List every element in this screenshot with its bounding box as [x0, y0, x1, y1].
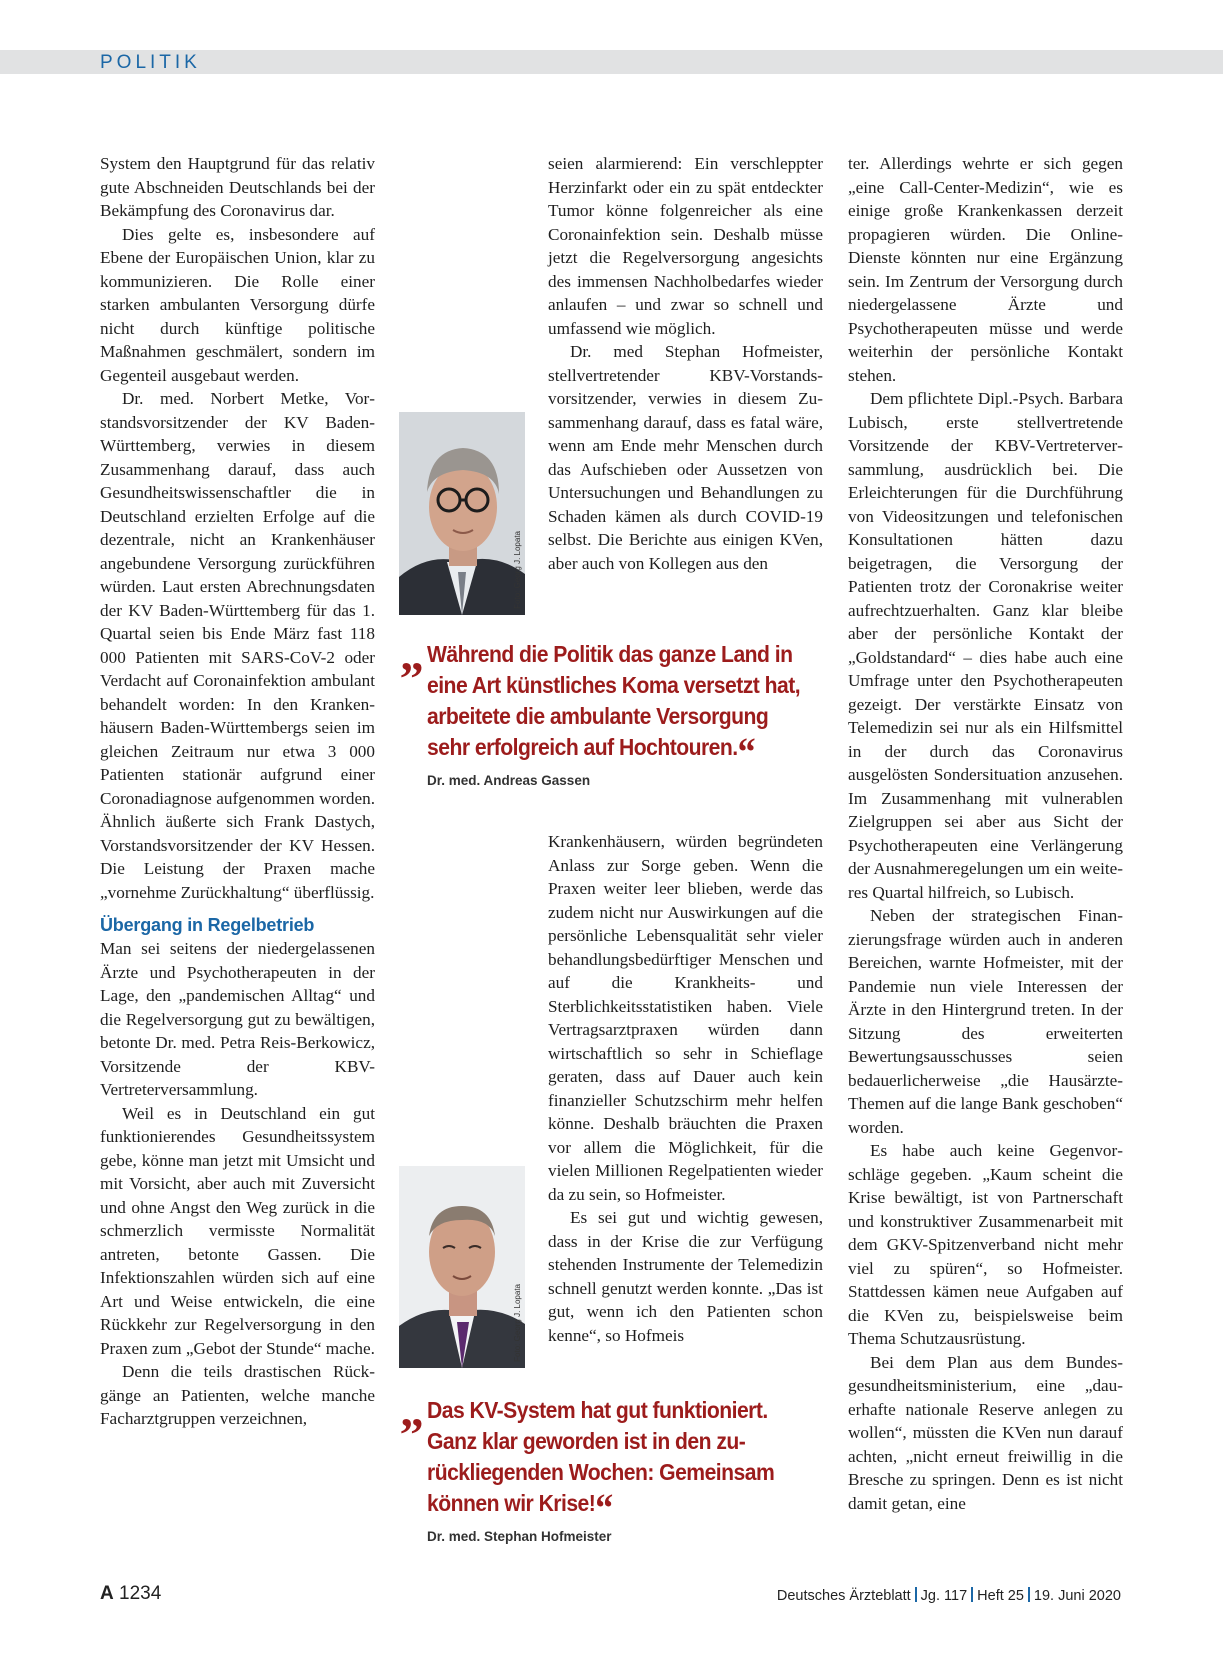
page-number-value: 1234 [119, 1583, 162, 1604]
photo-credit: Foto: Georg J. Lopata [513, 531, 522, 609]
page-number [100, 1583, 161, 1605]
portrait-illustration [399, 1166, 525, 1368]
page-prefix: A [100, 1583, 114, 1604]
paragraph: Dr. med. Norbert Metke, Vorstandsvorsitzender der KV Baden-Württemberg, verwies in diesem Zusammenhang darauf, dass auch Gesundheitswissenschaftler die in Deutschland erzielten Erfolge auf die dezentrale, nicht an Krankenhäuser angebundene Versorgung zurückführen würden. Laut ersten Abrechnungsdaten der KV Baden-Württemberg für das 1. Quartal seien bis Ende März fast 118 000 Patienten mit SARS-CoV-2 oder Verdacht auf Coronainfektion ambulant behandelt worden: In den Krankenhäusern Baden-Württembergs seien im gleichen Zeitraum nur etwa 3 000 Patienten stationär aufgrund einer Coronadiagnose aufgenommen worden. Ähnlich äußerte sich Frank Dastych, Vorstandsvorsitzender der KV Hessen. Die Leistung der Praxen mache „vornehme Zurückhaltung“ überflüssig. [100, 389, 375, 902]
paragraph: Dr. med Stephan Hofmeister, stellvertretender KBV-Vorstandsvorsitzender, verwies in diesem Zusammenhang darauf, dass es fatal wäre, wenn am Ende mehr Menschen durch das Aufschieben oder Aussetzen von Untersuchungen und Behandlungen zu Schaden kämen als durch COVID-19 selbst. Die Berichte aus einigen KVen, aber auch von Kollegen aus den [548, 342, 823, 573]
journal-footer [777, 1587, 1121, 1604]
paragraph: seien alarmierend: Ein verschleppter Herzinfarkt oder ein zu spät entdeckter Tumor könne folgenreicher als eine Coronainfektion sein. Deshalb müsse jetzt die Regelversorgung angesichts des immensen Nachholbedarfes wieder anlaufen – und zwar so schnell und umfassend wie möglich. [548, 154, 823, 338]
paragraph: Bei dem Plan aus dem Bundesgesundheitsministerium, eine „dauerhafte nationale Reserve anlegen zu wollen“, müssten die KVen nun darauf achten, „nicht erneut freiwillig in die Bresche zu springen. Denn es ist nicht damit getan, eine [848, 1352, 1123, 1513]
text-column-1 [100, 152, 375, 1431]
closing-quote-mark: “ [737, 729, 756, 774]
section-label: POLITIK [100, 52, 201, 73]
paragraph: Krankenhäusern, würden begründeten Anlass zur Sorge geben. Wenn die Praxen weiter leer blieben, werde das zudem nicht nur Auswirkungen auf die persönliche Lebensqualität sehr vieler behandlungsbedürftiger Menschen und auf die Krankheits- und Sterblichkeitsstatistiken haben. Viele Vertragsarztpraxen würden dann wirtschaftlich so sehr in Schieflage geraten, dass auf Dauer auch kein finanzieller Schutzschirm mehr helfen könne. Deshalb bräuchten die Praxen vor allem die Möglichkeit, für die vielen Millionen Regelpatienten wieder da zu sein, so Hofmeister. [548, 832, 823, 1204]
pull-quote-text [427, 1395, 810, 1530]
separator [915, 1587, 917, 1602]
pull-quote-2 [400, 1384, 830, 1544]
paragraph: Dem pflichtete Dipl.-Psych. Barbara Lubisch, erste stellvertretende Vorsitzende der KBV-Vertreterversammlung, ausdrücklich bei. Die Erleichterungen für die Durchführung von Videositzungen und telefonischen Konsultationen hätten dazu beigetragen, die Versorgung der Patienten trotz der Coronakrise weiter aufrechtzuerhalten. Ganz klar bleibe aber der persönliche Kontakt der „Goldstandard“ – dies habe auch eine Umfrage unter den Psychotherapeuten gezeigt. Der verstärkte Einsatz von Telemedizin sei nur als ein Hilfsmittel in der durch das Coronavirus ausgelösten Sondersituation anzusehen. Im Zusammenhang mit vulnerablen Zielgruppen sei aber aus Sicht der Psychotherapeuten eine Verlängerung der Ausnahmeregelungen um ein weiteres Quartal hilfreich, so Lubisch. [848, 389, 1123, 902]
paragraph: Denn die teils drastischen Rückgänge an Patienten, welche manche Facharztgruppen verzeichnen, [100, 1362, 375, 1428]
pull-quote-text [427, 639, 810, 774]
journal-issue: Heft 25 [977, 1588, 1024, 1604]
text-column-3 [848, 152, 1123, 1515]
paragraph: Dies gelte es, insbesondere auf Ebene der Europäischen Union, klar zu kommunizieren. Die Rolle einer starken ambulanten Versorgung dürfe nicht durch künftige politische Maßnahmen geschmälert, sondern im Gegenteil ausgebaut werden. [100, 224, 375, 385]
text-column-2-top [548, 152, 823, 575]
quote-body: Während die Politik das ganze Land in eine Art künstliches Koma versetzt hat, arbeitete die ambulante Versorgung sehr erfolgreich auf Hochtouren. [427, 641, 801, 760]
quote-author: Dr. med. Stephan Hofmeister [427, 1529, 612, 1544]
journal-volume: Jg. 117 [920, 1588, 968, 1604]
paragraph: System den Hauptgrund für das relativ gute Abschneiden Deutschlands bei der Bekämpfung des Coronavirus dar. [100, 154, 375, 220]
separator [971, 1587, 973, 1602]
text-column-2-bottom [548, 830, 823, 1347]
journal-name: Deutsches Ärzteblatt [776, 1588, 911, 1604]
subheading: Übergang in Regelbetrieb [100, 915, 315, 935]
portrait-illustration [399, 412, 525, 615]
portrait-photo-gassen [399, 412, 525, 615]
closing-quote-mark: “ [595, 1485, 613, 1530]
paragraph: ter. Allerdings wehrte er sich gegen „eine Call-Center-Medizin“, wie es einige große Krankenkassen derzeit propagieren würden. Die Online-Dienste könnten nur eine Ergänzung sein. Im Zentrum der Versorgung durch niedergelassene Ärzte und Psychotherapeuten müsse und werde weiterhin der persönliche Kontakt stehen. [848, 154, 1123, 385]
pull-quote-1 [400, 628, 830, 788]
portrait-photo-hofmeister [399, 1166, 525, 1368]
opening-quote-mark: „ [400, 628, 424, 681]
paragraph: Weil es in Deutschland ein gut funktionierendes Gesundheitssystem gebe, könne man jetzt mit Umsicht und mit Vorsicht, aber auch mit Zuversicht und ohne Angst den Weg zurück in die schmerzlich vermisste Normalität antreten, betonte Gassen. Die Infektionszahlen würden sich auf eine Art und Weise entwickeln, die eine Rückkehr zur Regelversorgung in den Praxen zum „Gebot der Stunde“ mache. [100, 1103, 375, 1358]
quote-author: Dr. med. Andreas Gassen [427, 773, 591, 788]
paragraph: Man sei seitens der niedergelassenen Ärzte und Psychotherapeuten in der Lage, den „pandemischen Alltag“ und die Regelversorgung gut zu bewältigen, betonte Dr. med. Petra Reis-Berkowicz, Vorsitzende der KBV-Vertreterversammlung. [100, 939, 375, 1099]
photo-credit: Foto: Georg J. Lopata [513, 1284, 522, 1362]
quote-body: Das KV-System hat gut funktioniert. Ganz klar geworden ist in den zurückliegenden Wochen: Gemeinsam können wir Krise! [427, 1397, 775, 1516]
paragraph: Es habe auch keine Gegenvorschläge gegeben. „Kaum scheint die Krise bewältigt, ist von Partnerschaft und konstruktiver Zusammenarbeit mit dem GKV-Spitzenverband nicht mehr viel zu spüren“, so Hofmeister. Stattdessen kämen neue Aufgaben auf die KVen zu, beispielsweise beim Thema Schutzausrüstung. [848, 1141, 1123, 1348]
journal-date: 19. Juni 2020 [1033, 1588, 1121, 1604]
separator [1028, 1587, 1030, 1602]
paragraph: Es sei gut und wichtig gewesen, dass in der Krise die zur Verfügung stehenden Instrumente der Telemedizin schnell genutzt werden konnte. „Das ist gut, wenn ich den Patienten schon kenne“, so Hofmeis [548, 1208, 823, 1345]
paragraph: Neben der strategischen Finanzierungsfrage würden auch in anderen Bereichen, warnte Hofmeister, mit der Pandemie nun viele Interessen der Ärzte in den Hintergrund treten. In der Sitzung des erweiterten Bewertungsausschusses seien bedauerlicherweise „die Hausärzte-Themen auf die lange Bank geschoben“ worden. [848, 906, 1123, 1137]
opening-quote-mark: „ [400, 1384, 424, 1437]
